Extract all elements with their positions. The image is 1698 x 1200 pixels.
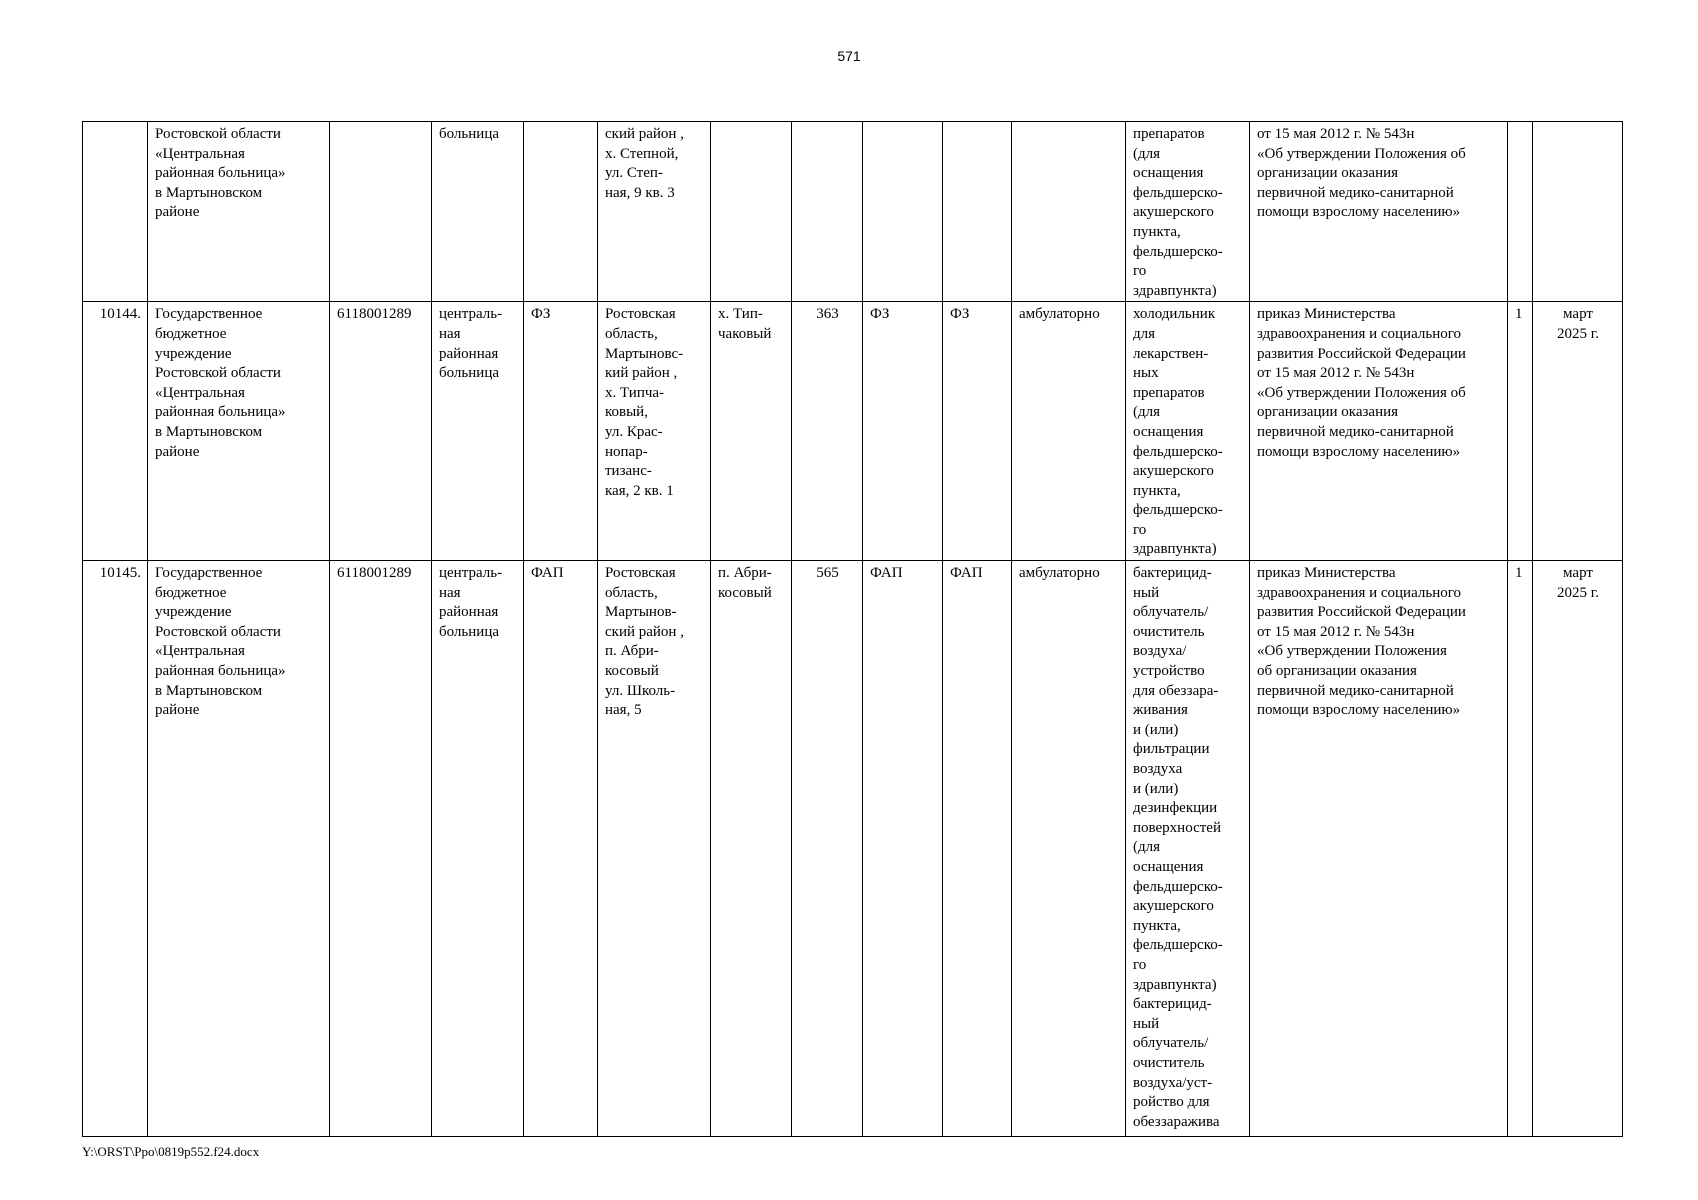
cell-equipment: холодильник для лекарствен- ных препаратов (для оснащения фельдшерско- акушерского пункта, фельдшерско- го здравпункта): [1126, 302, 1250, 561]
cell-settlement: [711, 122, 792, 302]
cell-date: март 2025 г.: [1533, 561, 1623, 1137]
file-path-footer: Y:\ORST\Ppo\0819p552.f24.docx: [82, 1144, 260, 1159]
table-row: [83, 302, 1623, 561]
cell-number: [83, 122, 148, 302]
cell-equipment: бактерицид- ный облучатель/ очиститель воздуха/ устройство для обеззара- живания и (или) фильтрации воздуха и (или) дезинфекции поверхностей (для оснащения фельдшерско- акушерского пункта, фельдшерско- го здравпункта) бактерицид- ный облучатель/ очиститель воздуха/уст- ройство для обеззаражива: [1126, 561, 1250, 1137]
cell-unit-3: [943, 122, 1012, 302]
cell-unit: ФЗ: [524, 302, 598, 561]
cell-quantity: 1: [1508, 561, 1533, 1137]
cell-population: 363: [792, 302, 863, 561]
cell-organization: Государственное бюджетное учреждение Ростовской области «Центральная районная больница» в Мартыновском районе: [148, 561, 330, 1137]
cell-population: [792, 122, 863, 302]
cell-quantity: [1508, 122, 1533, 302]
cell-facility-type: больница: [432, 122, 524, 302]
cell-inn: 6118001289: [330, 302, 432, 561]
page-number: 571: [837, 48, 861, 64]
cell-facility-type: централь- ная районная больница: [432, 302, 524, 561]
cell-settlement: п. Абри- косовый: [711, 561, 792, 1137]
cell-unit-3: ФАП: [943, 561, 1012, 1137]
cell-number: 10144.: [83, 302, 148, 561]
cell-unit-2: [863, 122, 943, 302]
cell-inn: [330, 122, 432, 302]
cell-order: от 15 мая 2012 г. № 543н «Об утверждении Положения об организации оказания первичной медико-санитарной помощи взрослому населению»: [1250, 122, 1508, 302]
cell-population: 565: [792, 561, 863, 1137]
cell-address: Ростовская область, Мартыновс- кий район , х. Типча- ковый, ул. Крас- нопар- тизанс- кая, 2 кв. 1: [598, 302, 711, 561]
cell-care-type: амбулаторно: [1012, 561, 1126, 1137]
cell-inn: 6118001289: [330, 561, 432, 1137]
cell-care-type: амбулаторно: [1012, 302, 1126, 561]
cell-unit: ФАП: [524, 561, 598, 1137]
cell-address: ский район , х. Степной, ул. Степ- ная, 9 кв. 3: [598, 122, 711, 302]
cell-number: 10145.: [83, 561, 148, 1137]
cell-unit-2: ФАП: [863, 561, 943, 1137]
cell-address: Ростовская область, Мартынов- ский район , п. Абри- косовый ул. Школь- ная, 5: [598, 561, 711, 1137]
cell-settlement: х. Тип- чаковый: [711, 302, 792, 561]
cell-organization: Государственное бюджетное учреждение Ростовской области «Центральная районная больница» в Мартыновском районе: [148, 302, 330, 561]
cell-care-type: [1012, 122, 1126, 302]
cell-unit-3: ФЗ: [943, 302, 1012, 561]
cell-quantity: 1: [1508, 302, 1533, 561]
equipment-table: [82, 121, 1623, 1137]
cell-unit-2: ФЗ: [863, 302, 943, 561]
cell-date: март 2025 г.: [1533, 302, 1623, 561]
cell-unit: [524, 122, 598, 302]
cell-equipment: препаратов (для оснащения фельдшерско- акушерского пункта, фельдшерско- го здравпункта): [1126, 122, 1250, 302]
cell-order: приказ Министерства здравоохранения и социального развития Российской Федерации от 15 мая 2012 г. № 543н «Об утверждении Положения об организации оказания первичной медико-санитарной помощи взрослому населению»: [1250, 561, 1508, 1137]
table-row: [83, 561, 1623, 1137]
cell-order: приказ Министерства здравоохранения и социального развития Российской Федерации от 15 мая 2012 г. № 543н «Об утверждении Положения об организации оказания первичной медико-санитарной помощи взрослому населению»: [1250, 302, 1508, 561]
cell-date: [1533, 122, 1623, 302]
cell-facility-type: централь- ная районная больница: [432, 561, 524, 1137]
table-row: [83, 122, 1623, 302]
cell-organization: Ростовской области «Центральная районная больница» в Мартыновском районе: [148, 122, 330, 302]
